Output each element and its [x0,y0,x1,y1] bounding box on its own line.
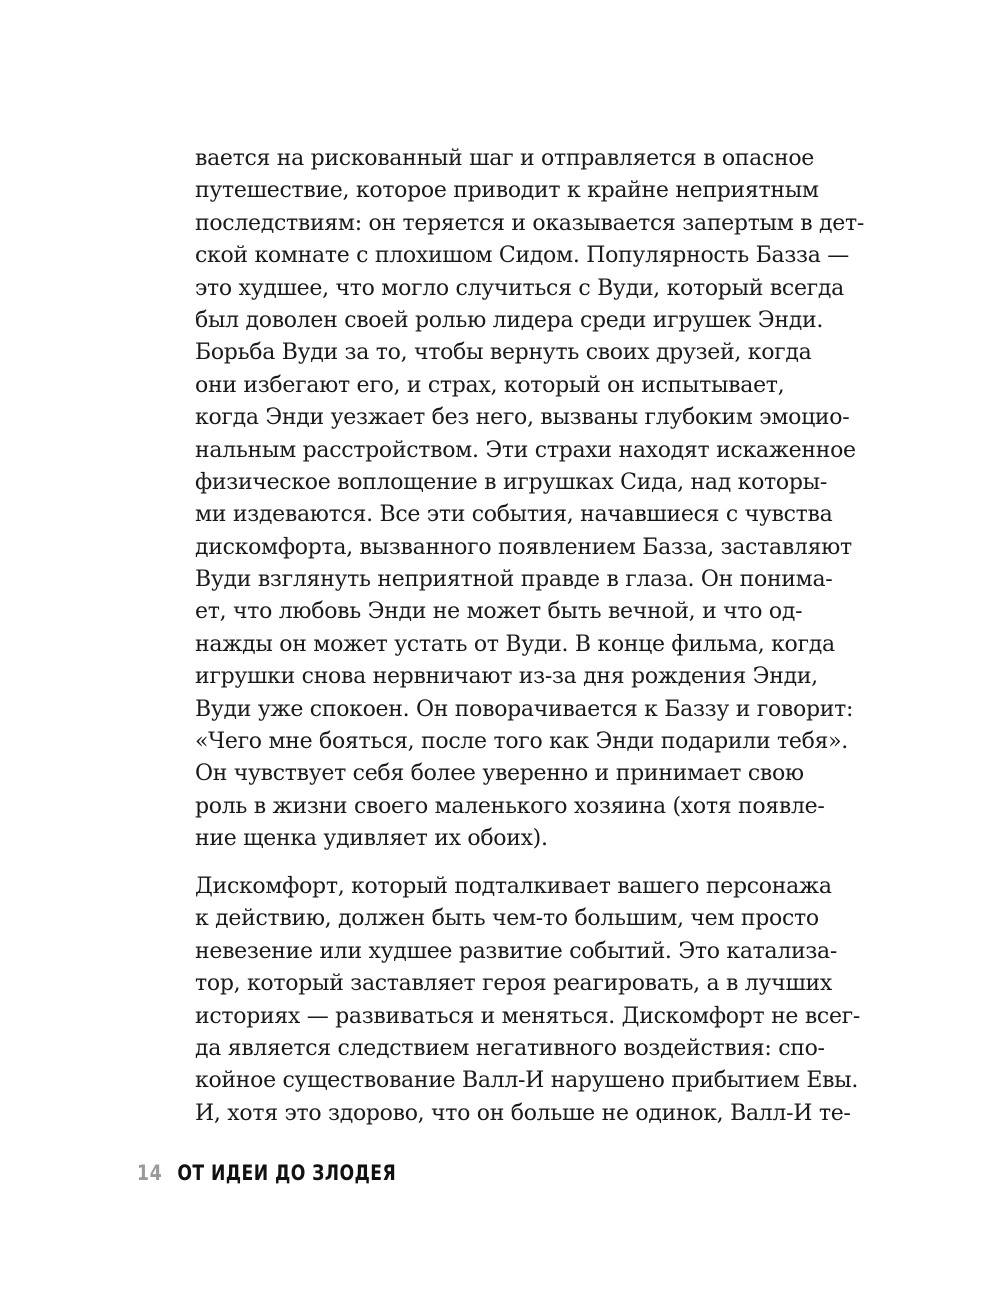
text-line: Он чувствует себя более уверенно и принимает свою [195,761,804,787]
page-footer [137,1158,396,1188]
text-line: ской комнате с плохишом Сидом. Популярность Базза — [195,243,849,269]
text-line: ние щенка удивляет их обоих). [195,826,548,852]
text-line: ми издеваются. Все эти события, начавшиеся с чувства [195,502,833,528]
text-line: Вуди взглянуть неприятной правде в глаза. Он понима- [195,567,833,593]
text-line: «Чего мне бояться, после того как Энди подарили тебя». [195,729,848,755]
text-line: это худшее, что могло случиться с Вуди, который всегда [195,275,844,301]
text-line: когда Энди уезжает без него, вызваны глубоким эмоцио- [195,405,850,431]
text-line: нажды он может устать от Вуди. В конце фильма, когда [195,631,835,657]
body-paragraph-1 [195,143,865,856]
text-line: И, хотя это здорово, что он больше не одинок, Валл-И те- [195,1100,851,1126]
text-line: последствиям: он теряется и оказывается запертым в дет- [195,210,865,236]
text-line: физическое воплощение в игрушках Сида, над которы- [195,469,827,495]
text-line: Дискомфорт, который подталкивает вашего персонажа [195,874,832,899]
text-line: был доволен своей ролью лидера среди игрушек Энди. [195,307,824,333]
text-line: да является следствием негативного воздействия: спо- [195,1035,825,1061]
text-line: дискомфорта, вызванного появлением Базза, заставляют [195,534,852,560]
text-line: ет, что любовь Энди не может быть вечной, и что од- [195,599,803,625]
text-line: нальным расстройством. Эти страхи находят искаженное [195,437,856,463]
text-line: игрушки снова нервничают из-за дня рождения Энди, [195,664,818,690]
text-line: тор, который заставляет героя реагировать, а в лучших [195,971,832,997]
text-line: историях — развиваться и меняться. Дискомфорт не всег- [195,1003,861,1029]
page-number: 14 [137,1161,163,1185]
running-title: ОТ ИДЕИ ДО ЗЛОДЕЯ [177,1161,397,1185]
body-paragraph-2 [195,871,861,1130]
text-line: путешествие, которое приводит к крайне неприятным [195,178,819,204]
text-line: роль в жизни своего маленького хозяина (хотя появле- [195,793,825,819]
text-line: койное существование Валл-И нарушено прибытием Евы. [195,1068,859,1094]
text-line: они избегают его, и страх, который он испытывает, [195,372,785,398]
text-line: Борьба Вуди за то, чтобы вернуть своих друзей, когда [195,340,812,366]
text-line: вается на рискованный шаг и отправляется в опасное [195,146,815,171]
text-line: Вуди уже спокоен. Он поворачивается к Баззу и говорит: [195,696,854,722]
text-line: невезение или худшее развитие событий. Это катализа- [195,938,838,964]
text-line: к действию, должен быть чем-то большим, чем просто [195,906,819,932]
